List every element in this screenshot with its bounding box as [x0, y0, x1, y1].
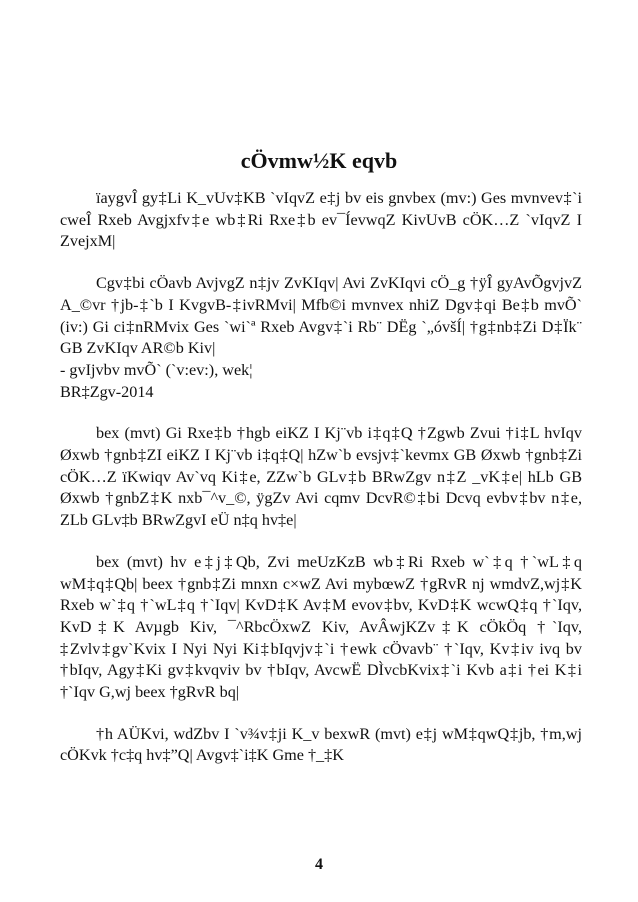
paragraph-5: †h AÜKvi, wdZbv I `v¾v‡ji K_v bexwR (mvt) e‡j wM‡qwQ‡jb, †m,wj cÖKvk †c‡q hv‡”Q| Avgv‡`i‡K Gme †_‡K	[60, 724, 582, 765]
signature-line: - gvIjvbv mvÕ` (`v:ev:), wek¦	[60, 360, 253, 379]
date-line: BR‡Zgv-2014	[60, 382, 154, 401]
paragraph-2-text: Cgv‡bi cÖavb AvjvgZ n‡jv ZvKIqv| Avi ZvKIqvi cÖ_g †ÿÎ gyAvÕgvjvZ A_©vr †jb-‡`b I KvgvB-‡ivRMvi| Mfb©i mvnvex nhiZ Dgv‡qi Be‡b mvÕ` (iv:) Gi ci‡nRMvix Ges `wi`ª Rxeb Avgv‡`i Rb¨ DËg `„óvšÍ| †g‡nb‡Zi D‡Ïk¨ GB ZvKIqv AR©b Kiv|	[60, 274, 582, 358]
body-text	[60, 188, 582, 767]
paragraph-4: bex (mvt) hv e‡j‡Qb, Zvi meUzKzB wb‡Ri Rxeb w`‡q †`wL‡q wM‡q‡Qb| beex †gnb‡Zi mnxn c×wZ Avi mybœwZ †gRvR nj wmdvZ,wj‡K Rxeb w`‡q †`wL‡q †`Iqv| KvD‡K Av‡M evov‡bv, KvD‡K wcwQ‡q †`Iqv, KvD‡K Avµgb Kiv, ¯^RbcÖxwZ Kiv, AvÂwjKZv‡K cÖkÖq †`Iqv, ‡Zvlv‡gv`Kvix I Nyi Nyi Ki‡bIqvjv‡`i †ewk cÖvavb¨ †`Iqv, Kv‡iv ivq bv †bIqv, Agy‡Ki gv‡kvqviv bv †bIqv, AvcwË DÌvcbKvix‡`i Kvb a‡i †ei K‡i †`Iqv G,wj beex †gRvR bq|	[60, 552, 582, 702]
paragraph-1: ïaygvÎ gy‡Li K_vUv‡KB `vIqvZ e‡j bv eis gnvbex (mv:) Ges mvnvev‡`i cweÎ Rxeb Avgjxfv‡e wb‡Ri Rxe‡b ev¯ÍevwqZ KivUvB cÖK…Z `vIqvZ I ZvejxM|	[60, 189, 582, 251]
page-number: 4	[315, 856, 323, 873]
paragraph-3: bex (mvt) Gi Rxe‡b †hgb eiKZ I Kj¨vb i‡q‡Q †Zgwb Zvui †i‡L hvIqv Øxwb †gnb‡ZI eiKZ I Kj¨vb i‡q‡Q| hZw`b evsjv‡`kevmx GB Øxwb †gnb‡Zi cÖK…Z ïKwiqv Av`vq Ki‡e, ZZw`b GLv‡b BRwZgv n‡Z _vK‡e| hLb GB Øxwb †gnbZ‡K nxb¯^v_©, ÿgZv Avi cqmv DcvR©‡bi Dcvq evbv‡bv n‡e, ZLb GLv‡b BRwZgvI eÜ n‡q hv‡e|	[60, 424, 582, 530]
page-title: cÖvmw½K eqvb	[240, 148, 398, 173]
paragraph-2	[60, 273, 582, 403]
